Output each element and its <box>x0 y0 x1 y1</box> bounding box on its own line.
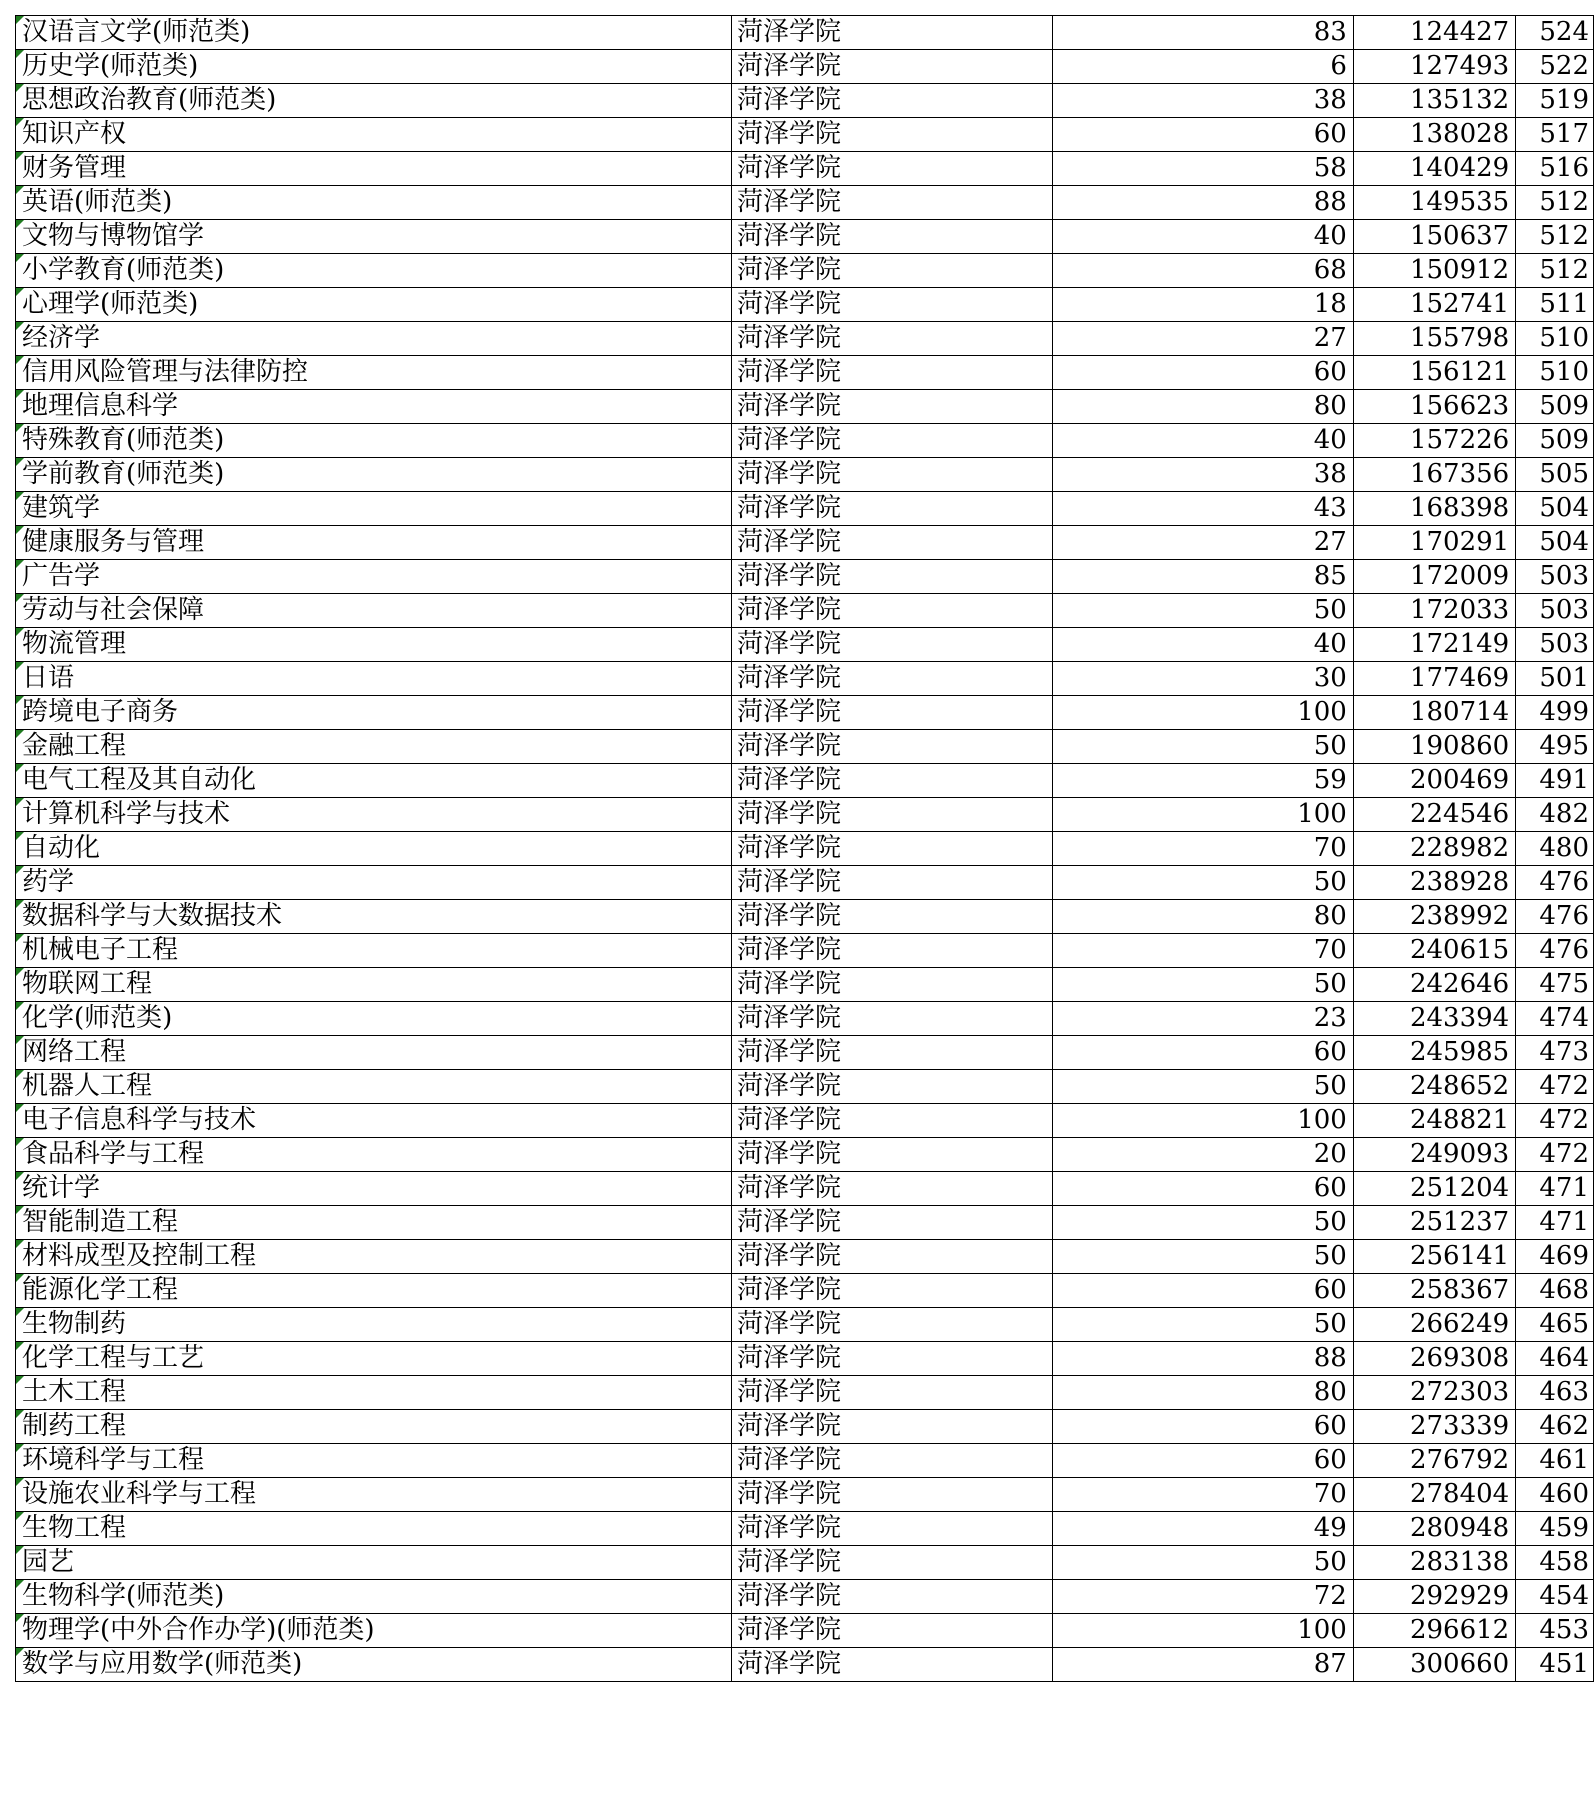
table-row <box>16 628 1594 662</box>
score-cell[interactable]: 504 <box>1516 492 1594 526</box>
score-cell[interactable]: 512 <box>1516 186 1594 220</box>
rank-cell[interactable]: 266249 <box>1353 1308 1515 1342</box>
table-row <box>16 832 1594 866</box>
major-cell[interactable]: 经济学 <box>16 322 732 356</box>
rank-cell[interactable]: 278404 <box>1353 1478 1515 1512</box>
rank-cell[interactable]: 300660 <box>1353 1648 1515 1682</box>
major-cell[interactable]: 自动化 <box>16 832 732 866</box>
school-cell[interactable]: 菏泽学院 <box>731 1274 1052 1308</box>
table-row <box>16 1274 1594 1308</box>
plan-count-cell[interactable]: 50 <box>1052 1070 1353 1104</box>
table-row <box>16 118 1594 152</box>
table-row <box>16 1002 1594 1036</box>
plan-count-cell[interactable]: 18 <box>1052 288 1353 322</box>
major-cell[interactable]: 生物制药 <box>16 1308 732 1342</box>
plan-count-cell[interactable]: 20 <box>1052 1138 1353 1172</box>
table-row <box>16 1410 1594 1444</box>
score-cell[interactable]: 472 <box>1516 1070 1594 1104</box>
school-cell[interactable]: 菏泽学院 <box>731 1580 1052 1614</box>
admission-table <box>15 15 1594 1682</box>
score-cell[interactable]: 451 <box>1516 1648 1594 1682</box>
school-cell[interactable]: 菏泽学院 <box>731 118 1052 152</box>
rank-cell[interactable]: 248821 <box>1353 1104 1515 1138</box>
score-cell[interactable]: 503 <box>1516 594 1594 628</box>
score-cell[interactable]: 512 <box>1516 254 1594 288</box>
score-cell[interactable]: 471 <box>1516 1206 1594 1240</box>
school-cell[interactable]: 菏泽学院 <box>731 1172 1052 1206</box>
major-cell[interactable]: 计算机科学与技术 <box>16 798 732 832</box>
table-row <box>16 798 1594 832</box>
major-cell[interactable]: 金融工程 <box>16 730 732 764</box>
table-row <box>16 900 1594 934</box>
table-row <box>16 492 1594 526</box>
score-cell[interactable]: 468 <box>1516 1274 1594 1308</box>
major-cell[interactable]: 健康服务与管理 <box>16 526 732 560</box>
plan-count-cell[interactable]: 30 <box>1052 662 1353 696</box>
rank-cell[interactable]: 224546 <box>1353 798 1515 832</box>
rank-cell[interactable]: 256141 <box>1353 1240 1515 1274</box>
table-row <box>16 390 1594 424</box>
table-row <box>16 1546 1594 1580</box>
plan-count-cell[interactable]: 40 <box>1052 628 1353 662</box>
rank-cell[interactable]: 156121 <box>1353 356 1515 390</box>
school-cell[interactable]: 菏泽学院 <box>731 458 1052 492</box>
school-cell[interactable]: 菏泽学院 <box>731 1410 1052 1444</box>
rank-cell[interactable]: 296612 <box>1353 1614 1515 1648</box>
table-row <box>16 1512 1594 1546</box>
table-row <box>16 1036 1594 1070</box>
score-cell[interactable]: 476 <box>1516 900 1594 934</box>
rank-cell[interactable]: 251237 <box>1353 1206 1515 1240</box>
rank-cell[interactable]: 269308 <box>1353 1342 1515 1376</box>
table-row <box>16 968 1594 1002</box>
table-row <box>16 458 1594 492</box>
table-row <box>16 934 1594 968</box>
table-row <box>16 186 1594 220</box>
plan-count-cell[interactable]: 100 <box>1052 1614 1353 1648</box>
school-cell[interactable]: 菏泽学院 <box>731 1138 1052 1172</box>
rank-cell[interactable]: 243394 <box>1353 1002 1515 1036</box>
major-cell[interactable]: 英语(师范类) <box>16 186 732 220</box>
major-cell[interactable]: 食品科学与工程 <box>16 1138 732 1172</box>
score-cell[interactable]: 504 <box>1516 526 1594 560</box>
rank-cell[interactable]: 150637 <box>1353 220 1515 254</box>
plan-count-cell[interactable]: 50 <box>1052 1546 1353 1580</box>
major-cell[interactable]: 思想政治教育(师范类) <box>16 84 732 118</box>
major-cell[interactable]: 物流管理 <box>16 628 732 662</box>
rank-cell[interactable]: 283138 <box>1353 1546 1515 1580</box>
table-row <box>16 526 1594 560</box>
school-cell[interactable]: 菏泽学院 <box>731 492 1052 526</box>
major-cell[interactable]: 材料成型及控制工程 <box>16 1240 732 1274</box>
major-cell[interactable]: 智能制造工程 <box>16 1206 732 1240</box>
major-cell[interactable]: 数据科学与大数据技术 <box>16 900 732 934</box>
rank-cell[interactable]: 272303 <box>1353 1376 1515 1410</box>
rank-cell[interactable]: 200469 <box>1353 764 1515 798</box>
school-cell[interactable]: 菏泽学院 <box>731 1070 1052 1104</box>
score-cell[interactable]: 491 <box>1516 764 1594 798</box>
rank-cell[interactable]: 135132 <box>1353 84 1515 118</box>
rank-cell[interactable]: 152741 <box>1353 288 1515 322</box>
score-cell[interactable]: 511 <box>1516 288 1594 322</box>
plan-count-cell[interactable]: 85 <box>1052 560 1353 594</box>
plan-count-cell[interactable]: 88 <box>1052 1342 1353 1376</box>
score-cell[interactable]: 472 <box>1516 1138 1594 1172</box>
rank-cell[interactable]: 228982 <box>1353 832 1515 866</box>
plan-count-cell[interactable]: 100 <box>1052 1104 1353 1138</box>
plan-count-cell[interactable]: 60 <box>1052 1410 1353 1444</box>
plan-count-cell[interactable]: 40 <box>1052 424 1353 458</box>
major-cell[interactable]: 机械电子工程 <box>16 934 732 968</box>
table-row <box>16 1614 1594 1648</box>
rank-cell[interactable]: 238992 <box>1353 900 1515 934</box>
plan-count-cell[interactable]: 70 <box>1052 832 1353 866</box>
score-cell[interactable]: 471 <box>1516 1172 1594 1206</box>
major-cell[interactable]: 电子信息科学与技术 <box>16 1104 732 1138</box>
rank-cell[interactable]: 127493 <box>1353 50 1515 84</box>
plan-count-cell[interactable]: 80 <box>1052 1376 1353 1410</box>
major-cell[interactable]: 历史学(师范类) <box>16 50 732 84</box>
table-row <box>16 1308 1594 1342</box>
table-row <box>16 1342 1594 1376</box>
score-cell[interactable]: 510 <box>1516 356 1594 390</box>
plan-count-cell[interactable]: 40 <box>1052 220 1353 254</box>
score-cell[interactable]: 510 <box>1516 322 1594 356</box>
table-row <box>16 322 1594 356</box>
score-cell[interactable]: 475 <box>1516 968 1594 1002</box>
rank-cell[interactable]: 276792 <box>1353 1444 1515 1478</box>
plan-count-cell[interactable]: 60 <box>1052 1172 1353 1206</box>
school-cell[interactable]: 菏泽学院 <box>731 84 1052 118</box>
major-cell[interactable]: 建筑学 <box>16 492 732 526</box>
score-cell[interactable]: 519 <box>1516 84 1594 118</box>
school-cell[interactable]: 菏泽学院 <box>731 900 1052 934</box>
major-cell[interactable]: 统计学 <box>16 1172 732 1206</box>
score-cell[interactable]: 517 <box>1516 118 1594 152</box>
rank-cell[interactable]: 190860 <box>1353 730 1515 764</box>
plan-count-cell[interactable]: 50 <box>1052 866 1353 900</box>
rank-cell[interactable]: 140429 <box>1353 152 1515 186</box>
score-cell[interactable]: 482 <box>1516 798 1594 832</box>
school-cell[interactable]: 菏泽学院 <box>731 1240 1052 1274</box>
school-cell[interactable]: 菏泽学院 <box>731 1376 1052 1410</box>
score-cell[interactable]: 505 <box>1516 458 1594 492</box>
plan-count-cell[interactable]: 60 <box>1052 1274 1353 1308</box>
plan-count-cell[interactable]: 72 <box>1052 1580 1353 1614</box>
table-row <box>16 84 1594 118</box>
table-row <box>16 254 1594 288</box>
plan-count-cell[interactable]: 68 <box>1052 254 1353 288</box>
school-cell[interactable]: 菏泽学院 <box>731 968 1052 1002</box>
school-cell[interactable]: 菏泽学院 <box>731 254 1052 288</box>
rank-cell[interactable]: 177469 <box>1353 662 1515 696</box>
major-cell[interactable]: 心理学(师范类) <box>16 288 732 322</box>
plan-count-cell[interactable]: 27 <box>1052 322 1353 356</box>
major-cell[interactable]: 知识产权 <box>16 118 732 152</box>
plan-count-cell[interactable]: 49 <box>1052 1512 1353 1546</box>
plan-count-cell[interactable]: 80 <box>1052 900 1353 934</box>
rank-cell[interactable]: 167356 <box>1353 458 1515 492</box>
school-cell[interactable]: 菏泽学院 <box>731 934 1052 968</box>
rank-cell[interactable]: 172033 <box>1353 594 1515 628</box>
school-cell[interactable]: 菏泽学院 <box>731 1342 1052 1376</box>
plan-count-cell[interactable]: 60 <box>1052 1444 1353 1478</box>
plan-count-cell[interactable]: 60 <box>1052 118 1353 152</box>
table-row <box>16 1580 1594 1614</box>
school-cell[interactable]: 菏泽学院 <box>731 832 1052 866</box>
school-cell[interactable]: 菏泽学院 <box>731 1512 1052 1546</box>
major-cell[interactable]: 日语 <box>16 662 732 696</box>
major-cell[interactable]: 生物科学(师范类) <box>16 1580 732 1614</box>
school-cell[interactable]: 菏泽学院 <box>731 866 1052 900</box>
school-cell[interactable]: 菏泽学院 <box>731 594 1052 628</box>
score-cell[interactable]: 499 <box>1516 696 1594 730</box>
plan-count-cell[interactable]: 50 <box>1052 730 1353 764</box>
table-row <box>16 764 1594 798</box>
score-cell[interactable]: 465 <box>1516 1308 1594 1342</box>
table-row <box>16 288 1594 322</box>
table-row <box>16 730 1594 764</box>
plan-count-cell[interactable]: 50 <box>1052 1206 1353 1240</box>
major-cell[interactable]: 环境科学与工程 <box>16 1444 732 1478</box>
score-cell[interactable]: 503 <box>1516 628 1594 662</box>
table-row <box>16 16 1594 50</box>
score-cell[interactable]: 476 <box>1516 866 1594 900</box>
major-cell[interactable]: 化学(师范类) <box>16 1002 732 1036</box>
plan-count-cell[interactable]: 38 <box>1052 84 1353 118</box>
plan-count-cell[interactable]: 38 <box>1052 458 1353 492</box>
rank-cell[interactable]: 172149 <box>1353 628 1515 662</box>
major-cell[interactable]: 能源化学工程 <box>16 1274 732 1308</box>
major-cell[interactable]: 园艺 <box>16 1546 732 1580</box>
table-row <box>16 1138 1594 1172</box>
school-cell[interactable]: 菏泽学院 <box>731 526 1052 560</box>
rank-cell[interactable]: 251204 <box>1353 1172 1515 1206</box>
score-cell[interactable]: 501 <box>1516 662 1594 696</box>
school-cell[interactable]: 菏泽学院 <box>731 1036 1052 1070</box>
rank-cell[interactable]: 155798 <box>1353 322 1515 356</box>
score-cell[interactable]: 472 <box>1516 1104 1594 1138</box>
rank-cell[interactable]: 180714 <box>1353 696 1515 730</box>
major-cell[interactable]: 土木工程 <box>16 1376 732 1410</box>
score-cell[interactable]: 473 <box>1516 1036 1594 1070</box>
school-cell[interactable]: 菏泽学院 <box>731 50 1052 84</box>
score-cell[interactable]: 524 <box>1516 16 1594 50</box>
plan-count-cell[interactable]: 70 <box>1052 934 1353 968</box>
table-row <box>16 50 1594 84</box>
rank-cell[interactable]: 258367 <box>1353 1274 1515 1308</box>
plan-count-cell[interactable]: 100 <box>1052 798 1353 832</box>
rank-cell[interactable]: 240615 <box>1353 934 1515 968</box>
school-cell[interactable]: 菏泽学院 <box>731 798 1052 832</box>
rank-cell[interactable]: 242646 <box>1353 968 1515 1002</box>
plan-count-cell[interactable]: 87 <box>1052 1648 1353 1682</box>
rank-cell[interactable]: 168398 <box>1353 492 1515 526</box>
major-cell[interactable]: 数学与应用数学(师范类) <box>16 1648 732 1682</box>
school-cell[interactable]: 菏泽学院 <box>731 1104 1052 1138</box>
score-cell[interactable]: 480 <box>1516 832 1594 866</box>
table-row <box>16 1070 1594 1104</box>
rank-cell[interactable]: 248652 <box>1353 1070 1515 1104</box>
school-cell[interactable]: 菏泽学院 <box>731 560 1052 594</box>
score-cell[interactable]: 454 <box>1516 1580 1594 1614</box>
school-cell[interactable]: 菏泽学院 <box>731 1206 1052 1240</box>
school-cell[interactable]: 菏泽学院 <box>731 1648 1052 1682</box>
score-cell[interactable]: 474 <box>1516 1002 1594 1036</box>
rank-cell[interactable]: 124427 <box>1353 16 1515 50</box>
plan-count-cell[interactable]: 43 <box>1052 492 1353 526</box>
school-cell[interactable]: 菏泽学院 <box>731 16 1052 50</box>
rank-cell[interactable]: 245985 <box>1353 1036 1515 1070</box>
table-row <box>16 220 1594 254</box>
school-cell[interactable]: 菏泽学院 <box>731 1614 1052 1648</box>
plan-count-cell[interactable]: 23 <box>1052 1002 1353 1036</box>
table-row <box>16 356 1594 390</box>
table-row <box>16 1444 1594 1478</box>
table-row <box>16 1478 1594 1512</box>
table-row <box>16 1206 1594 1240</box>
table-row <box>16 1240 1594 1274</box>
table-row <box>16 662 1594 696</box>
major-cell[interactable]: 网络工程 <box>16 1036 732 1070</box>
plan-count-cell[interactable]: 83 <box>1052 16 1353 50</box>
rank-cell[interactable]: 156623 <box>1353 390 1515 424</box>
school-cell[interactable]: 菏泽学院 <box>731 662 1052 696</box>
plan-count-cell[interactable]: 59 <box>1052 764 1353 798</box>
major-cell[interactable]: 地理信息科学 <box>16 390 732 424</box>
rank-cell[interactable]: 149535 <box>1353 186 1515 220</box>
school-cell[interactable]: 菏泽学院 <box>731 1546 1052 1580</box>
plan-count-cell[interactable]: 60 <box>1052 1036 1353 1070</box>
school-cell[interactable]: 菏泽学院 <box>731 390 1052 424</box>
rank-cell[interactable]: 238928 <box>1353 866 1515 900</box>
plan-count-cell[interactable]: 70 <box>1052 1478 1353 1512</box>
plan-count-cell[interactable]: 50 <box>1052 968 1353 1002</box>
rank-cell[interactable]: 280948 <box>1353 1512 1515 1546</box>
score-cell[interactable]: 460 <box>1516 1478 1594 1512</box>
plan-count-cell[interactable]: 88 <box>1052 186 1353 220</box>
plan-count-cell[interactable]: 50 <box>1052 1308 1353 1342</box>
table-body <box>16 16 1594 1682</box>
major-cell[interactable]: 跨境电子商务 <box>16 696 732 730</box>
major-cell[interactable]: 物理学(中外合作办学)(师范类) <box>16 1614 732 1648</box>
score-cell[interactable]: 512 <box>1516 220 1594 254</box>
major-cell[interactable]: 电气工程及其自动化 <box>16 764 732 798</box>
rank-cell[interactable]: 249093 <box>1353 1138 1515 1172</box>
table-row <box>16 594 1594 628</box>
score-cell[interactable]: 459 <box>1516 1512 1594 1546</box>
score-cell[interactable]: 495 <box>1516 730 1594 764</box>
school-cell[interactable]: 菏泽学院 <box>731 220 1052 254</box>
score-cell[interactable]: 464 <box>1516 1342 1594 1376</box>
rank-cell[interactable]: 150912 <box>1353 254 1515 288</box>
school-cell[interactable]: 菏泽学院 <box>731 1308 1052 1342</box>
table-row <box>16 696 1594 730</box>
major-cell[interactable]: 化学工程与工艺 <box>16 1342 732 1376</box>
score-cell[interactable]: 463 <box>1516 1376 1594 1410</box>
plan-count-cell[interactable]: 58 <box>1052 152 1353 186</box>
school-cell[interactable]: 菏泽学院 <box>731 764 1052 798</box>
score-cell[interactable]: 522 <box>1516 50 1594 84</box>
score-cell[interactable]: 503 <box>1516 560 1594 594</box>
table-row <box>16 424 1594 458</box>
major-cell[interactable]: 制药工程 <box>16 1410 732 1444</box>
major-cell[interactable]: 汉语言文学(师范类) <box>16 16 732 50</box>
school-cell[interactable]: 菏泽学院 <box>731 696 1052 730</box>
major-cell[interactable]: 财务管理 <box>16 152 732 186</box>
rank-cell[interactable]: 138028 <box>1353 118 1515 152</box>
score-cell[interactable]: 516 <box>1516 152 1594 186</box>
table-row <box>16 1648 1594 1682</box>
major-cell[interactable]: 学前教育(师范类) <box>16 458 732 492</box>
major-cell[interactable]: 生物工程 <box>16 1512 732 1546</box>
school-cell[interactable]: 菏泽学院 <box>731 322 1052 356</box>
table-row <box>16 1104 1594 1138</box>
score-cell[interactable]: 458 <box>1516 1546 1594 1580</box>
plan-count-cell[interactable]: 6 <box>1052 50 1353 84</box>
major-cell[interactable]: 药学 <box>16 866 732 900</box>
rank-cell[interactable]: 273339 <box>1353 1410 1515 1444</box>
plan-count-cell[interactable]: 50 <box>1052 1240 1353 1274</box>
major-cell[interactable]: 设施农业科学与工程 <box>16 1478 732 1512</box>
major-cell[interactable]: 信用风险管理与法律防控 <box>16 356 732 390</box>
score-cell[interactable]: 469 <box>1516 1240 1594 1274</box>
table-row <box>16 560 1594 594</box>
major-cell[interactable]: 劳动与社会保障 <box>16 594 732 628</box>
plan-count-cell[interactable]: 100 <box>1052 696 1353 730</box>
major-cell[interactable]: 广告学 <box>16 560 732 594</box>
table-row <box>16 1172 1594 1206</box>
score-cell[interactable]: 461 <box>1516 1444 1594 1478</box>
major-cell[interactable]: 小学教育(师范类) <box>16 254 732 288</box>
score-cell[interactable]: 462 <box>1516 1410 1594 1444</box>
plan-count-cell[interactable]: 80 <box>1052 390 1353 424</box>
school-cell[interactable]: 菏泽学院 <box>731 186 1052 220</box>
rank-cell[interactable]: 157226 <box>1353 424 1515 458</box>
major-cell[interactable]: 特殊教育(师范类) <box>16 424 732 458</box>
score-cell[interactable]: 509 <box>1516 390 1594 424</box>
table-row <box>16 1376 1594 1410</box>
score-cell[interactable]: 476 <box>1516 934 1594 968</box>
school-cell[interactable]: 菏泽学院 <box>731 1444 1052 1478</box>
score-cell[interactable]: 453 <box>1516 1614 1594 1648</box>
rank-cell[interactable]: 172009 <box>1353 560 1515 594</box>
rank-cell[interactable]: 170291 <box>1353 526 1515 560</box>
score-cell[interactable]: 509 <box>1516 424 1594 458</box>
rank-cell[interactable]: 292929 <box>1353 1580 1515 1614</box>
school-cell[interactable]: 菏泽学院 <box>731 288 1052 322</box>
school-cell[interactable]: 菏泽学院 <box>731 424 1052 458</box>
school-cell[interactable]: 菏泽学院 <box>731 1478 1052 1512</box>
table-row <box>16 866 1594 900</box>
school-cell[interactable]: 菏泽学院 <box>731 1002 1052 1036</box>
major-cell[interactable]: 机器人工程 <box>16 1070 732 1104</box>
school-cell[interactable]: 菏泽学院 <box>731 152 1052 186</box>
table-row <box>16 152 1594 186</box>
school-cell[interactable]: 菏泽学院 <box>731 730 1052 764</box>
major-cell[interactable]: 文物与博物馆学 <box>16 220 732 254</box>
plan-count-cell[interactable]: 50 <box>1052 594 1353 628</box>
plan-count-cell[interactable]: 27 <box>1052 526 1353 560</box>
school-cell[interactable]: 菏泽学院 <box>731 628 1052 662</box>
major-cell[interactable]: 物联网工程 <box>16 968 732 1002</box>
plan-count-cell[interactable]: 60 <box>1052 356 1353 390</box>
school-cell[interactable]: 菏泽学院 <box>731 356 1052 390</box>
